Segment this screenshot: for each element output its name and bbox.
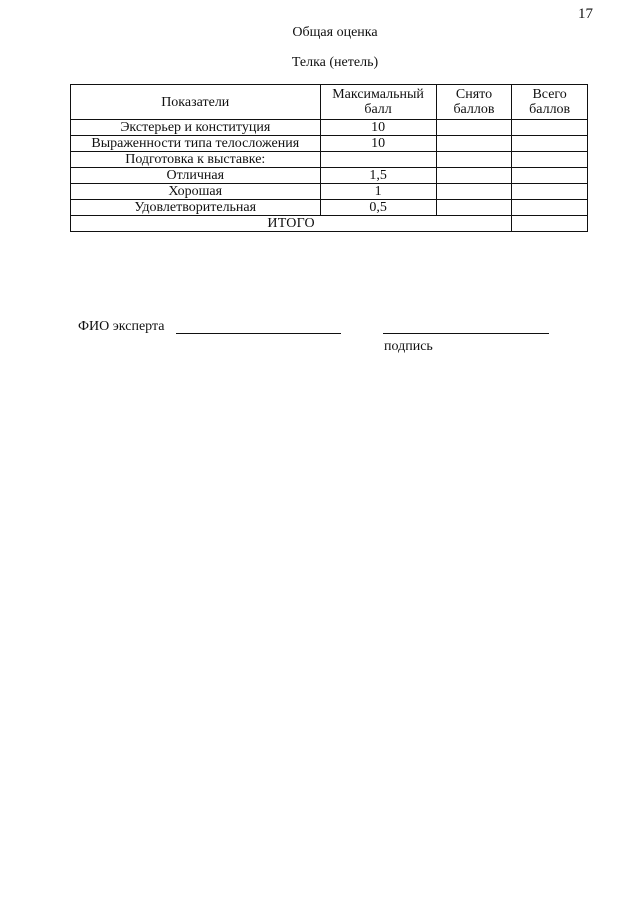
row-label: Удовлетворительная xyxy=(71,200,321,216)
header-total-line2: баллов xyxy=(529,102,571,117)
total-label: ИТОГО xyxy=(71,216,512,232)
row-total-cell[interactable] xyxy=(512,152,588,168)
expert-name-line[interactable] xyxy=(176,333,341,334)
header-removed-points xyxy=(436,85,512,120)
row-removed-cell[interactable] xyxy=(436,200,512,216)
row-max xyxy=(320,152,436,168)
row-max: 0,5 xyxy=(320,200,436,216)
table-row xyxy=(71,200,588,216)
header-total-points xyxy=(512,85,588,120)
header-max-line2: балл xyxy=(364,102,392,117)
row-total-cell[interactable] xyxy=(512,168,588,184)
table-row xyxy=(71,152,588,168)
row-max: 1,5 xyxy=(320,168,436,184)
expert-name-label: ФИО эксперта xyxy=(78,319,165,334)
row-removed-cell[interactable] xyxy=(436,168,512,184)
page-number: 17 xyxy=(578,6,593,22)
signature-line[interactable] xyxy=(383,333,549,334)
row-label: Отличная xyxy=(71,168,321,184)
row-total-cell[interactable] xyxy=(512,200,588,216)
header-removed-line2: баллов xyxy=(453,102,495,117)
row-removed-cell[interactable] xyxy=(436,120,512,136)
row-removed-cell[interactable] xyxy=(436,152,512,168)
row-removed-cell[interactable] xyxy=(436,184,512,200)
table-row xyxy=(71,136,588,152)
page-subtitle: Телка (нетель) xyxy=(291,55,379,70)
row-max: 10 xyxy=(320,136,436,152)
row-label: Выраженности типа телосложения xyxy=(71,136,321,152)
row-max: 10 xyxy=(320,120,436,136)
row-total-cell[interactable] xyxy=(512,184,588,200)
header-total-line1: Всего xyxy=(532,87,567,102)
grand-total-cell[interactable] xyxy=(512,216,588,232)
table-row xyxy=(71,120,588,136)
row-removed-cell[interactable] xyxy=(436,136,512,152)
header-removed-line1: Снято xyxy=(455,87,493,102)
page-title: Общая оценка xyxy=(292,25,378,40)
row-total-cell[interactable] xyxy=(512,120,588,136)
table-header-row xyxy=(71,85,588,120)
table-row xyxy=(71,184,588,200)
header-max-line1: Максимальный xyxy=(332,87,424,102)
score-table xyxy=(70,84,588,232)
row-label: Экстерьер и конституция xyxy=(71,120,321,136)
row-max: 1 xyxy=(320,184,436,200)
header-indicators xyxy=(71,85,321,120)
table-row xyxy=(71,168,588,184)
signature-caption: подпись xyxy=(384,339,433,354)
row-label: Хорошая xyxy=(71,184,321,200)
header-max-score xyxy=(320,85,436,120)
row-label: Подготовка к выставке: xyxy=(71,152,321,168)
row-total-cell[interactable] xyxy=(512,136,588,152)
header-indicators-label: Показатели xyxy=(161,94,230,110)
total-row xyxy=(71,216,588,232)
